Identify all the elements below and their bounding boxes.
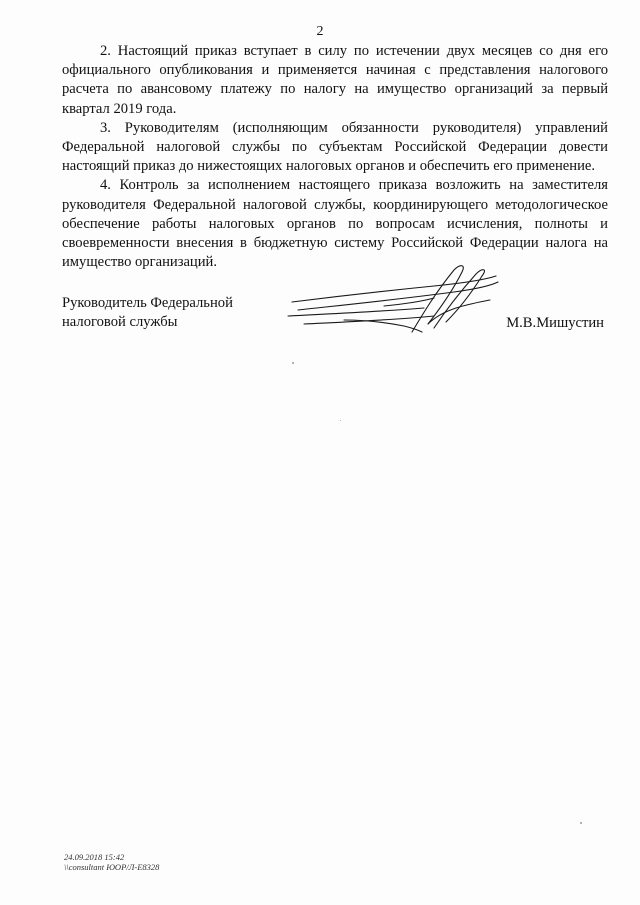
signer-name: М.В.Мишустин	[506, 315, 604, 331]
footer-meta	[64, 852, 159, 872]
paragraph-effective-date: 2. Настоящий приказ вступает в силу по истечении двух месяцев со дня его официального опубликования и применяется начиная с представления налогового расчета по авансовому платежу по налогу на имущество организаций за первый квартал 2019 года.	[62, 43, 608, 117]
scan-speck	[292, 362, 294, 364]
page-number: 2	[316, 24, 324, 39]
paragraph-control: 4. Контроль за исполнением настоящего приказа возложить на заместителя руководителя Федеральной налоговой службы, координирующего методологическое обеспечение работы налоговых органов по вопросам исчисления, полноты и своевременности внесения в бюджетную систему Российской Федерации налога на имущество организаций.	[62, 177, 608, 271]
document-body	[62, 42, 608, 272]
paragraph-regional-heads: 3. Руководителям (исполняющим обязанности руководителя) управлений Федеральной налоговой службы по субъектам Российской Федерации довести настоящий приказ до нижестоящих налоговых органов и обеспечить его применение.	[62, 119, 608, 175]
handwritten-signature	[284, 262, 524, 340]
scan-speck	[580, 822, 582, 824]
signer-title-line1: Руководитель Федеральной	[62, 295, 233, 311]
footer-timestamp: 24.09.2018 15:42	[64, 852, 125, 862]
signature-block	[62, 294, 608, 354]
signer-title-line2: налоговой службы	[62, 314, 178, 331]
signer-title	[62, 294, 282, 332]
scan-speck	[340, 420, 341, 421]
footer-file-ref: \\consultant ЮОР/Л-Е8328	[64, 862, 160, 872]
